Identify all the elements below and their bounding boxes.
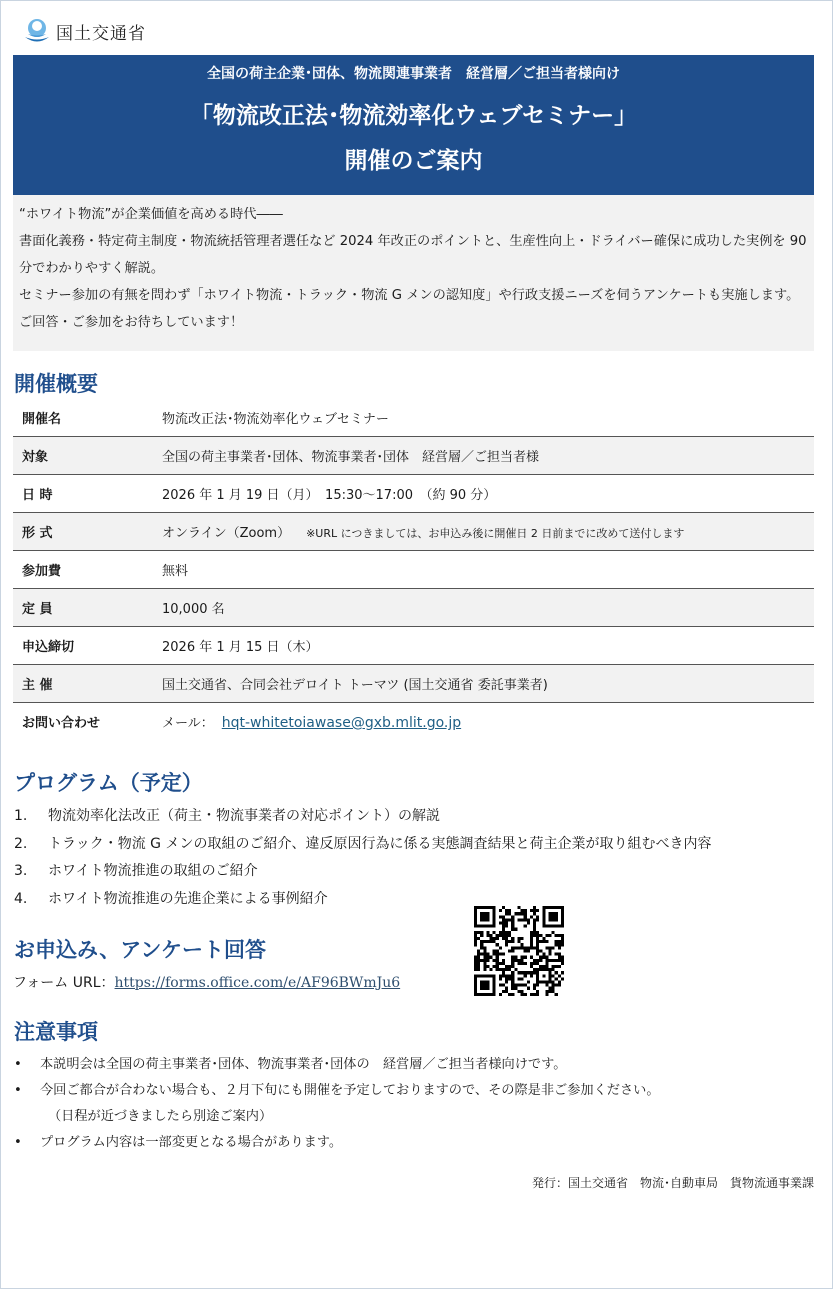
overview-heading: 開催概要 (14, 372, 98, 396)
banner-subtitle: 全国の荷主企業･団体、物流関連事業者 経営層／ご担当者様向け (207, 66, 620, 82)
table-row (13, 551, 814, 589)
table-row (13, 589, 814, 627)
list-item (14, 1130, 804, 1156)
item-number: 4. (14, 890, 28, 907)
item-number: 1. (14, 808, 28, 824)
bullet-icon: • (14, 1135, 22, 1150)
note-text: 今回ご都合が合わない場合も、２月下旬にも開催を予定しておりますので、その際是非ご参加ください。 (40, 1083, 660, 1098)
overview-table (13, 399, 814, 740)
row-label: 主 催 (13, 665, 153, 703)
table-row (13, 513, 814, 551)
row-value (153, 703, 814, 741)
intro-paragraph: 書面化義務・特定荷主制度・物流統括管理者選任など 2024 年改正のポイントと、生産性向上・ドライバー確保に成功した実例を 90 分でわかりやすく解説。 (19, 234, 807, 276)
row-label: 日 時 (13, 475, 153, 513)
intro-panel (13, 195, 814, 351)
row-value (153, 513, 814, 551)
banner-title: 「物流改正法･物流効率化ウェブセミナー」 (189, 103, 638, 129)
item-number: 2. (14, 835, 28, 852)
mlit-logo-icon (22, 16, 52, 46)
application-heading: お申込み、アンケート回答 (14, 938, 266, 962)
form-url-label: フォーム URL： (13, 975, 115, 991)
list-item (14, 831, 711, 859)
note-text: プログラム内容は一部変更となる場合があります。 (40, 1135, 343, 1150)
row-label: 開催名 (13, 399, 153, 437)
row-value: 2026 年 1 月 15 日（木） (153, 627, 814, 665)
contact-label: メール： (162, 716, 214, 731)
row-value: 国土交通省、合同会社デロイト トーマツ (国土交通省 委託事業者) (153, 665, 814, 703)
table-row (13, 703, 814, 741)
intro-lead: “ホワイト物流”が企業価値を高める時代―― (19, 207, 283, 222)
item-text: ホワイト物流推進の先進企業による事例紹介 (48, 890, 328, 907)
item-text: ホワイト物流推進の取組のご紹介 (48, 863, 258, 879)
row-value: 2026 年 1 月 19 日（月） 15:30～17:00 （約 90 分） (153, 475, 814, 513)
row-label: 対象 (13, 437, 153, 475)
list-item (14, 1078, 804, 1130)
table-row (13, 475, 814, 513)
table-row (13, 399, 814, 437)
list-item (14, 803, 711, 831)
row-label: お問い合わせ (22, 716, 101, 731)
program-list (14, 803, 711, 913)
program-heading: プログラム（予定） (14, 771, 203, 795)
table-row (13, 437, 814, 475)
list-item (14, 886, 711, 914)
row-label: 申込締切 (13, 627, 153, 665)
publisher-footer: 発行：国土交通省 物流･自動車局 貨物流通事業課 (531, 1176, 814, 1190)
contact-email-link[interactable]: hqt-whitetoiawase@gxb.mlit.go.jp (221, 715, 462, 731)
bullet-icon: • (14, 1057, 22, 1072)
table-row (13, 665, 814, 703)
intro-paragraph: セミナー参加の有無を問わず「ホワイト物流・トラック・物流 G メンの認知度」や行政支援ニーズを伺うアンケートも実施します。ご回答・ご参加をお待ちしています！ (19, 288, 800, 330)
form-url-line (13, 972, 400, 992)
banner-title-line2: 開催のご案内 (344, 148, 483, 174)
qr-code-icon (474, 906, 564, 996)
row-label: 形 式 (13, 513, 153, 551)
row-label: 定 員 (13, 589, 153, 627)
format-value: オンライン（Zoom） (162, 526, 291, 541)
list-item (14, 1052, 804, 1078)
header-logo (22, 14, 146, 48)
notes-heading: 注意事項 (14, 1020, 98, 1044)
org-name: 国土交通省 (56, 23, 146, 44)
format-note: ※URL につきましては、お申込み後に開催日 2 日前までに改めて送付します (306, 527, 685, 540)
title-banner (13, 55, 814, 195)
row-value: 10,000 名 (153, 589, 814, 627)
item-number: 3. (14, 863, 28, 879)
row-value: 無料 (153, 551, 814, 589)
item-text: 物流効率化法改正（荷主・物流事業者の対応ポイント）の解説 (48, 808, 440, 824)
row-value: 物流改正法･物流効率化ウェブセミナー (153, 399, 814, 437)
table-row (13, 627, 814, 665)
note-subtext: （日程が近づきましたら別途ご案内） (48, 1109, 273, 1124)
list-item (14, 858, 711, 886)
bullet-icon: • (14, 1083, 22, 1098)
note-text: 本説明会は全国の荷主事業者･団体、物流事業者･団体の 経営層／ご担当者様向けです。 (40, 1057, 567, 1072)
form-url-link[interactable]: https://forms.office.com/e/AF96BWmJu6 (114, 975, 401, 991)
row-value: 全国の荷主事業者･団体、物流事業者･団体 経営層／ご担当者様 (153, 437, 814, 475)
row-label: 参加費 (13, 551, 153, 589)
notes-list (14, 1052, 804, 1156)
item-text: トラック・物流 G メンの取組のご紹介、違反原因行為に係る実態調査結果と荷主企業が取り組むべき内容 (48, 835, 712, 852)
